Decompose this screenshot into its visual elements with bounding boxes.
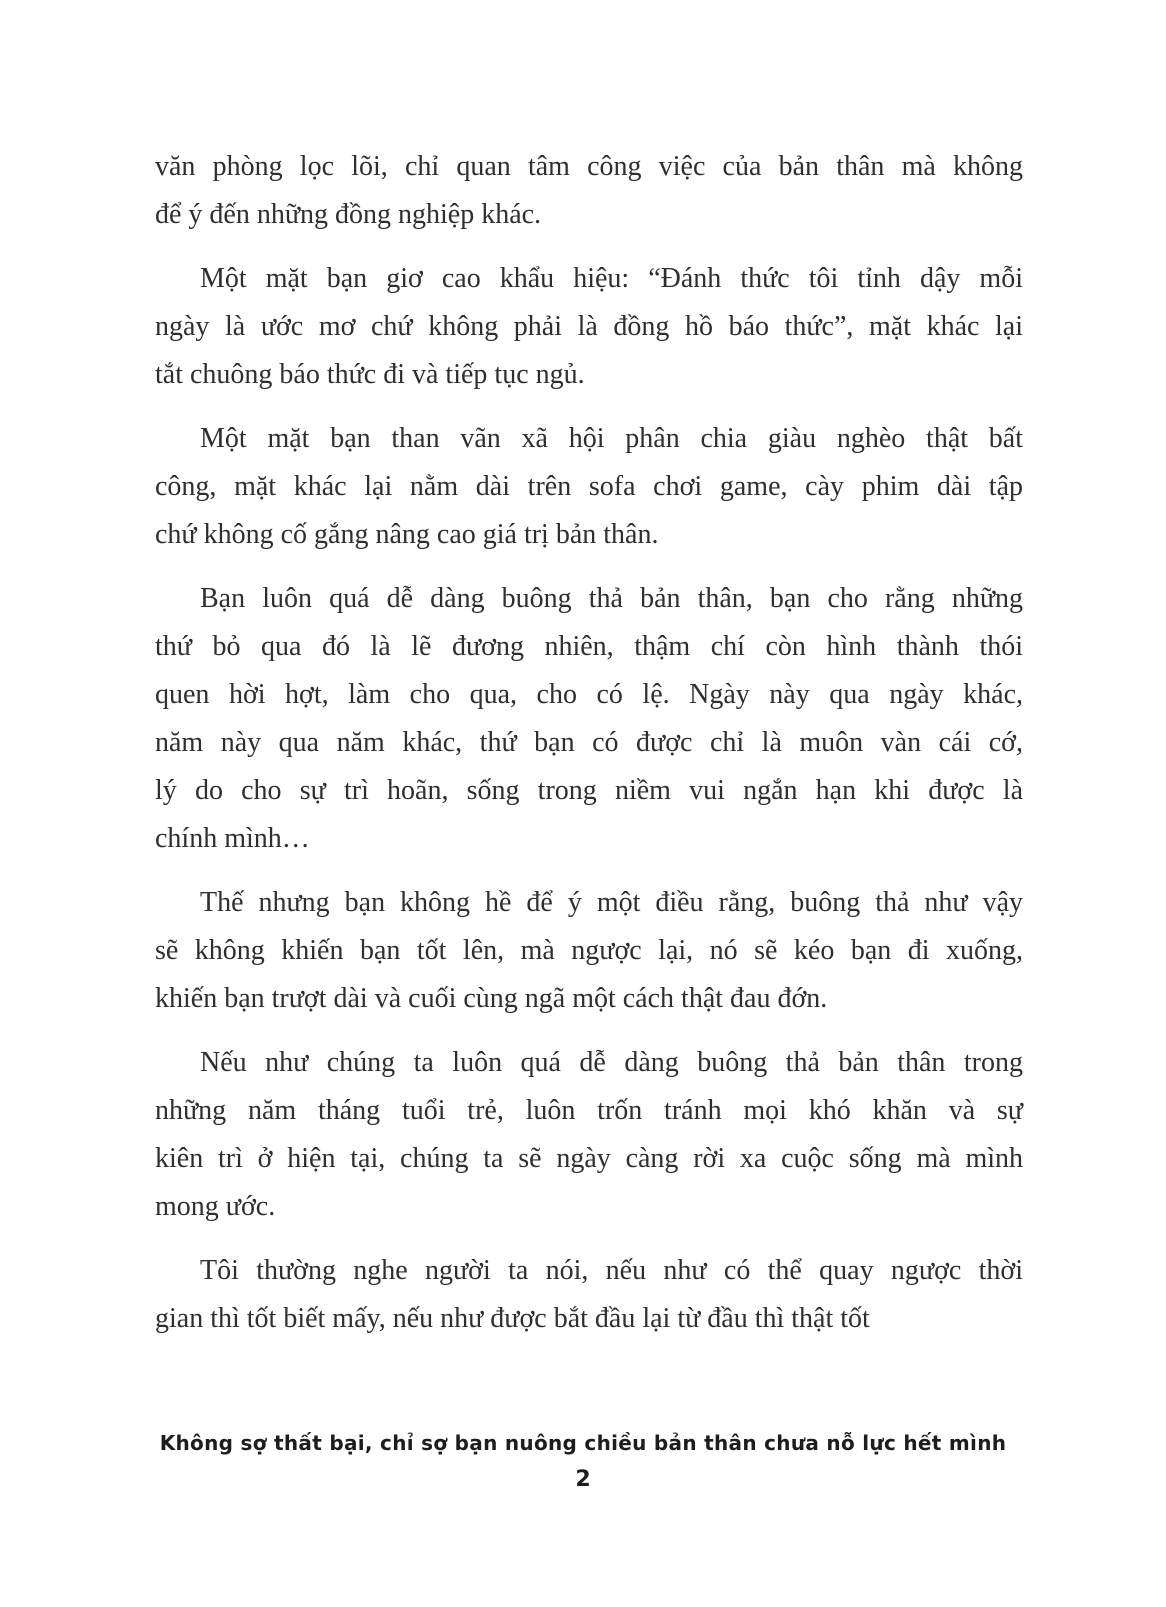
paragraph-line: kiên trì ở hiện tại, chúng ta sẽ ngày càng rời xa cuộc sống mà mình [155,1143,1023,1174]
paragraph-line: để ý đến những đồng nghiệp khác. [155,199,542,230]
paragraph-line: mong ước. [155,1191,276,1222]
paragraph [155,255,1023,399]
paragraph-line: Thế nhưng bạn không hề để ý một điều rằng, buông thả như vậy [200,887,1023,918]
paragraph-line: Bạn luôn quá dễ dàng buông thả bản thân, bạn cho rằng những [200,583,1023,614]
footer-tagline: Không sợ thất bại, chỉ sợ bạn nuông chiều bản thân chưa nỗ lực hết mình [159,1431,1007,1455]
paragraph-line: chính mình… [155,823,310,854]
paragraph-line: gian thì tốt biết mấy, nếu như được bắt đầu lại từ đầu thì thật tốt [155,1303,870,1334]
paragraph-line: những năm tháng tuổi trẻ, luôn trốn tránh mọi khó khăn và sự [155,1095,1023,1126]
paragraph [155,879,1023,1023]
paragraph-line: năm này qua năm khác, thứ bạn có được chỉ là muôn vàn cái cớ, [155,727,1023,758]
paragraph-line: khiến bạn trượt dài và cuối cùng ngã một cách thật đau đớn. [155,983,828,1014]
paragraph-line: quen hời hợt, làm cho qua, cho có lệ. Ngày này qua ngày khác, [155,679,1023,710]
paragraph-line: Nếu như chúng ta luôn quá dễ dàng buông thả bản thân trong [200,1047,1023,1078]
page-body [155,143,1023,1343]
paragraph [155,143,1023,239]
paragraph [155,1039,1023,1231]
paragraph-line: chứ không cố gắng nâng cao giá trị bản thân. [155,519,659,550]
paragraph [155,1247,1023,1343]
paragraph-line: ngày là ước mơ chứ không phải là đồng hồ báo thức”, mặt khác lại [155,311,1023,342]
paragraph-line: Một mặt bạn than vãn xã hội phân chia giàu nghèo thật bất [200,423,1023,454]
paragraph-line: thứ bỏ qua đó là lẽ đương nhiên, thậm chí còn hình thành thói [155,631,1023,662]
page-number: 2 [575,1467,591,1492]
paragraph [155,415,1023,559]
paragraph [155,575,1023,863]
paragraph-line: sẽ không khiến bạn tốt lên, mà ngược lại, nó sẽ kéo bạn đi xuống, [155,935,1023,966]
paragraph-line: lý do cho sự trì hoãn, sống trong niềm vui ngắn hạn khi được là [155,775,1023,806]
paragraph-line: công, mặt khác lại nằm dài trên sofa chơi game, cày phim dài tập [155,471,1023,502]
paragraph-line: Một mặt bạn giơ cao khẩu hiệu: “Đánh thức tôi tỉnh dậy mỗi [200,263,1023,294]
paragraph-line: văn phòng lọc lõi, chỉ quan tâm công việc của bản thân mà không [155,151,1023,182]
paragraph-line: tắt chuông báo thức đi và tiếp tục ngủ. [155,359,585,390]
paragraph-line: Tôi thường nghe người ta nói, nếu như có thể quay ngược thời [200,1255,1023,1286]
